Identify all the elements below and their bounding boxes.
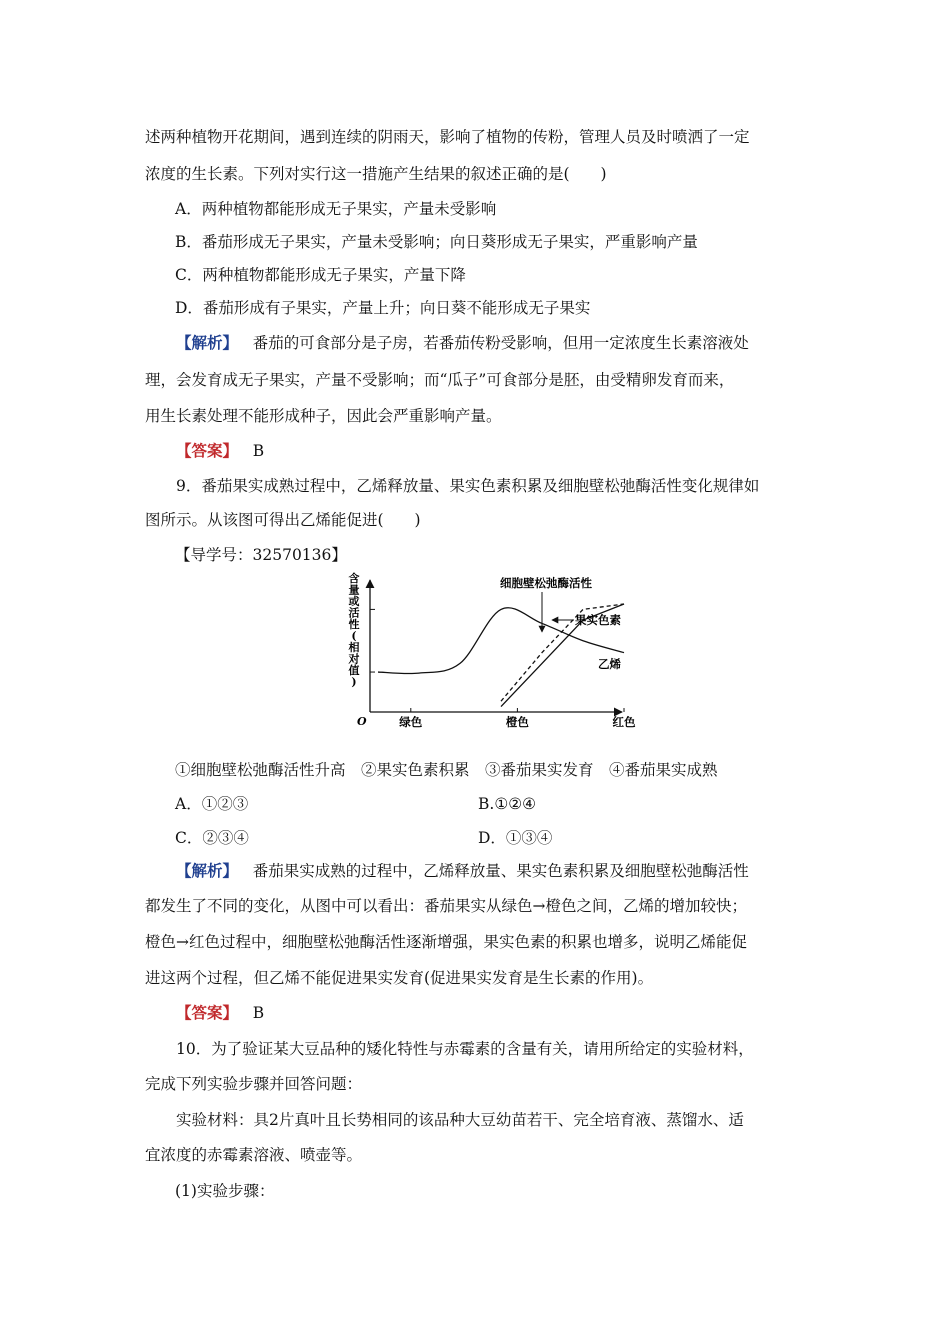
q9-analysis-line4: 进这两个过程，但乙烯不能促进果实发育(促进果实发育是生长素的作用)。: [145, 969, 654, 987]
q10-stem-line2: 完成下列实验步骤并回答问题：: [145, 1075, 363, 1093]
q8-option-a: A．两种植物都能形成无子果实，产量未受影响: [175, 200, 497, 218]
answer-tag: 【答案】: [176, 441, 239, 460]
analysis-tag: 【解析】: [176, 333, 239, 352]
analysis-tag: 【解析】: [176, 861, 239, 880]
q9-analysis-line1: [176, 861, 749, 881]
q10-stem-line1: 10．为了验证某大豆品种的矮化特性与赤霉素的含量有关，请用所给定的实验材料，: [176, 1040, 754, 1058]
q8-stem-line1: 述两种植物开花期间，遇到连续的阴雨天，影响了植物的传粉，管理人员及时喷洒了一定: [145, 128, 750, 146]
x-tick-label: 橙色: [505, 715, 529, 729]
annotation-enzyme: 细胞壁松弛酶活性: [500, 576, 592, 590]
answer-value: B: [252, 442, 265, 460]
q9-analysis-line2: 都发生了不同的变化，从图中可以看出：番茄果实从绿色→橙色之间，乙烯的增加较快；: [145, 897, 747, 915]
y-axis-label-char: 值: [348, 664, 360, 677]
q8-analysis-line2: 理，会发育成无子果实，产量不受影响；而“瓜子”可食部分是胚，由受精卵发育而来，: [145, 371, 735, 389]
y-axis-label-char: 含: [348, 572, 360, 585]
x-tick-label: 红色: [612, 715, 636, 729]
q9-stem-line2: 图所示。从该图可得出乙烯能促进( ): [145, 511, 421, 529]
y-axis-label-char: 或: [348, 595, 360, 608]
chart: [330, 570, 640, 740]
y-axis-label-char: 相: [348, 641, 360, 654]
annotation-pigment: 果实色素: [575, 613, 621, 627]
q10-materials-line2: 宜浓度的赤霉素溶液、喷壶等。: [145, 1146, 363, 1164]
y-axis-label-char: 量: [348, 583, 360, 597]
q9-option-b: B.①②④: [478, 795, 537, 813]
analysis-text: 番茄果实成熟的过程中，乙烯释放量、果实色素积累及细胞壁松弛酶活性: [252, 862, 749, 880]
q9-statements: ①细胞壁松弛酶活性升高 ②果实色素积累 ③番茄果实发育 ④番茄果实成熟: [175, 761, 718, 779]
q9-option-d: D．①③④: [478, 829, 553, 847]
q8-option-c: C．两种植物都能形成无子果实，产量下降: [175, 266, 466, 284]
answer-tag: 【答案】: [176, 1003, 239, 1022]
y-axis-label-char: (: [351, 629, 357, 643]
q9-option-a: A．①②③: [175, 795, 249, 813]
y-axis-label-char: 对: [348, 652, 360, 666]
q9-stem-line1: 9．番茄果实成熟过程中，乙烯释放量、果实色素积累及细胞壁松弛酶活性变化规律如: [176, 477, 760, 495]
q9-analysis-line3: 橙色→红色过程中，细胞壁松弛酶活性逐渐增强，果实色素的积累也增多，说明乙烯能促: [145, 933, 747, 951]
answer-value: B: [252, 1004, 265, 1022]
x-tick-label: 绿色: [399, 715, 423, 729]
q10-step-heading: (1)实验步骤：: [175, 1182, 275, 1200]
q8-stem-line2: 浓度的生长素。下列对实行这一措施产生结果的叙述正确的是( ): [145, 165, 607, 183]
origin-label: O: [357, 715, 367, 728]
y-axis-label-char: 活: [348, 606, 360, 620]
analysis-text: 番茄的可食部分是子房，若番茄传粉受影响，但用一定浓度生长素溶液处: [252, 334, 749, 352]
q8-option-b: B．番茄形成无子果实，产量未受影响；向日葵形成无子果实，严重影响产量: [175, 233, 698, 251]
q10-materials-line1: 实验材料：具2片真叶且长势相同的该品种大豆幼苗若干、完全培育液、蒸馏水、适: [176, 1111, 744, 1129]
q9-answer: [176, 1003, 264, 1023]
y-axis-label-char: 性: [348, 618, 360, 631]
q8-analysis-line3: 用生长素处理不能形成种子，因此会严重影响产量。: [145, 407, 502, 425]
q8-analysis-line1: [176, 333, 749, 353]
q8-option-d: D．番茄形成有子果实，产量上升；向日葵不能形成无子果实: [175, 299, 591, 317]
q9-guide-number: 【导学号：32570136】: [175, 546, 347, 564]
y-axis-label: [348, 571, 360, 689]
q9-option-c: C．②③④: [175, 829, 249, 847]
y-axis-label-char: ): [351, 675, 357, 689]
annotation-ethylene: 乙烯: [598, 657, 621, 671]
q8-answer: [176, 441, 264, 461]
